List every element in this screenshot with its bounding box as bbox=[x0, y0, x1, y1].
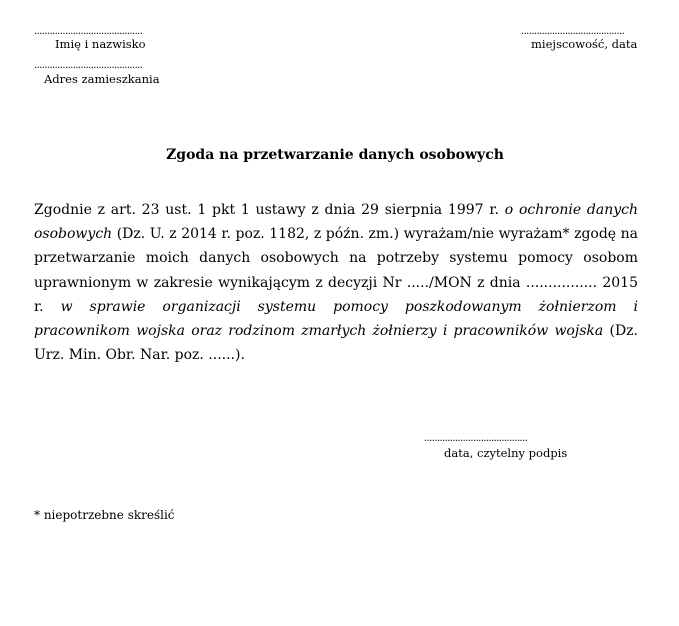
body-law-title: o ochronie danych osobowych bbox=[34, 202, 638, 243]
body-decision-title: w sprawie organizacji systemu pomocy poszkodowanym żołnierzom i pracownikom wojska oraz rodzinom zmarłych żołnierzy i pracowników wojska bbox=[34, 298, 639, 340]
address-dots: .......................................... bbox=[34, 60, 143, 71]
name-label: Imię i nazwisko bbox=[55, 37, 146, 51]
consent-body bbox=[34, 198, 638, 367]
body-segment: (Dz. Urz. Min. Obr. Nar. poz. ......). bbox=[34, 323, 639, 364]
name-dots: .......................................... bbox=[34, 26, 143, 37]
place-dots: ........................................ bbox=[521, 26, 625, 37]
document-title: Zgoda na przetwarzanie danych osobowych bbox=[166, 147, 504, 163]
place-label: miejscowość, data bbox=[531, 37, 638, 51]
footnote: * niepotrzebne skreślić bbox=[34, 508, 175, 522]
body-segment: Zgodnie z art. 23 ust. 1 pkt 1 ustawy z dnia 29 sierpnia 1997 r. bbox=[34, 202, 505, 218]
signature-dots: ........................................ bbox=[424, 433, 528, 444]
body-segment: (Dz. U. z 2014 r. poz. 1182, z późn. zm.) wyrażam/nie wyrażam* zgodę na przetwarzanie moich danych osobowych na potrzeby systemu pomocy osobom uprawnionym w zakresie wynikającym z decyzji Nr ...../MON z dnia ................ 2015 r. bbox=[34, 226, 638, 315]
signature-label: data, czytelny podpis bbox=[444, 446, 568, 460]
address-label: Adres zamieszkania bbox=[44, 72, 160, 86]
